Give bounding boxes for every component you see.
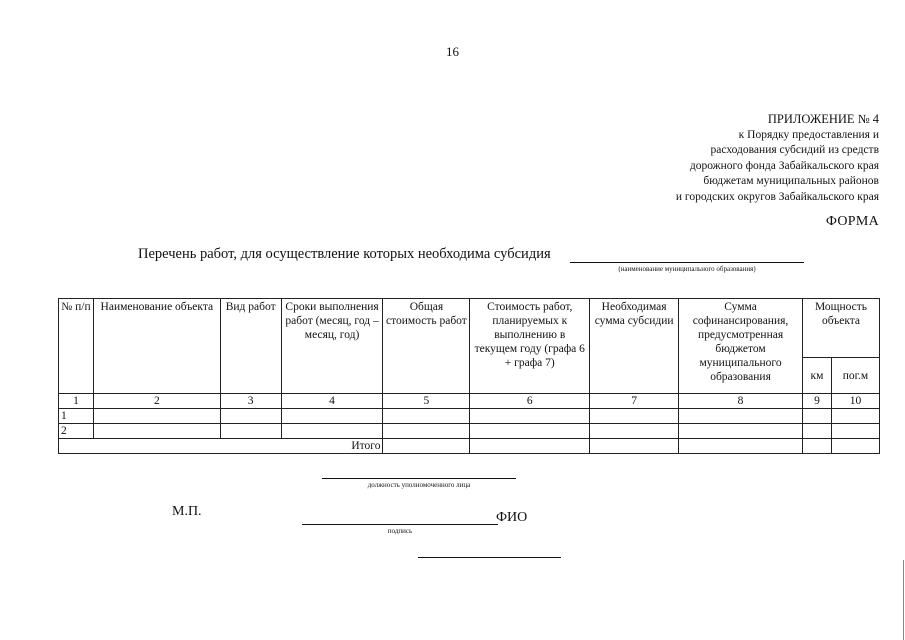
header-work-type: Вид работ [220, 299, 281, 394]
fio-label: ФИО [496, 510, 528, 525]
table-cell [803, 409, 832, 424]
appendix-line: бюджетам муниципальных районов [703, 175, 879, 187]
page-number: 16 [446, 44, 459, 59]
appendix-title: ПРИЛОЖЕНИЕ № 4 [767, 112, 879, 126]
table-cell [93, 409, 220, 424]
column-numbers-row [59, 394, 880, 409]
header-object-name: Наименование объекта [93, 299, 220, 394]
appendix-block [676, 112, 879, 205]
table-cell [383, 424, 470, 439]
municipality-caption: (наименование муниципального образования) [618, 265, 756, 273]
document-heading: Перечень работ, для осуществление которых необходима субсидия [138, 246, 551, 262]
table-cell [803, 439, 832, 454]
table-cell [383, 409, 470, 424]
total-label: Итого [59, 439, 383, 454]
header-num: № п/п [59, 299, 94, 394]
signature-caption: подпись [387, 527, 413, 535]
table-cell [831, 424, 879, 439]
table-cell [590, 424, 679, 439]
header-cost-current-year: Стоимость работ, планируемых к выполнению в текущем году (графа 6 + графа 7) [470, 299, 590, 394]
table-cell [93, 424, 220, 439]
header-pog-m: пог.м [831, 358, 879, 394]
table-cell [383, 439, 470, 454]
municipality-fill-line [570, 262, 804, 263]
appendix-line: дорожного фонда Забайкальского края [689, 159, 879, 172]
table-row [59, 409, 880, 424]
table-cell [281, 424, 383, 439]
table-cell [470, 439, 590, 454]
form-label: ФОРМА [825, 214, 879, 229]
column-number: 1 [59, 394, 94, 409]
table-cell [679, 409, 803, 424]
header-km: км [803, 358, 832, 394]
table-cell [679, 424, 803, 439]
header-terms: Сроки выполнения работ (месяц, год – месяц, год) [281, 299, 383, 394]
table-cell [470, 424, 590, 439]
position-fill-line [322, 478, 516, 479]
table-cell [679, 439, 803, 454]
signature-fill-line [302, 524, 498, 525]
table-cell [831, 439, 879, 454]
header-total-cost: Общая стоимость работ [383, 299, 470, 394]
table-cell [220, 409, 281, 424]
table-cell [831, 409, 879, 424]
column-number: 2 [93, 394, 220, 409]
column-number: 10 [831, 394, 879, 409]
header-cofinancing: Сумма софинансирования, предусмотренная бюджетом муниципального образования [679, 299, 803, 394]
extra-fill-line [418, 557, 561, 558]
table-cell [803, 424, 832, 439]
table-cell [220, 424, 281, 439]
appendix-line: и городских округов Забайкальского края [675, 190, 879, 203]
header-capacity: Мощность объекта [803, 299, 880, 358]
appendix-line: к Порядку предоставления и [738, 128, 879, 141]
table-cell [590, 409, 679, 424]
column-number: 8 [679, 394, 803, 409]
column-number: 9 [803, 394, 832, 409]
column-number: 4 [281, 394, 383, 409]
total-row [59, 439, 880, 454]
table-row [59, 424, 880, 439]
scan-edge-mark [903, 560, 904, 640]
header-subsidy: Необходимая сумма субсидии [590, 299, 679, 394]
column-number: 5 [383, 394, 470, 409]
position-caption: должность уполномоченного лица [367, 481, 471, 489]
table-cell [590, 439, 679, 454]
column-number: 6 [470, 394, 590, 409]
row-number: 2 [59, 424, 94, 439]
stamp-label: М.П. [172, 504, 202, 519]
column-number: 3 [220, 394, 281, 409]
column-number: 7 [590, 394, 679, 409]
row-number: 1 [59, 409, 94, 424]
table-cell [470, 409, 590, 424]
appendix-line: расходования субсидий из средств [710, 144, 879, 156]
works-table [58, 298, 880, 454]
table-cell [281, 409, 383, 424]
